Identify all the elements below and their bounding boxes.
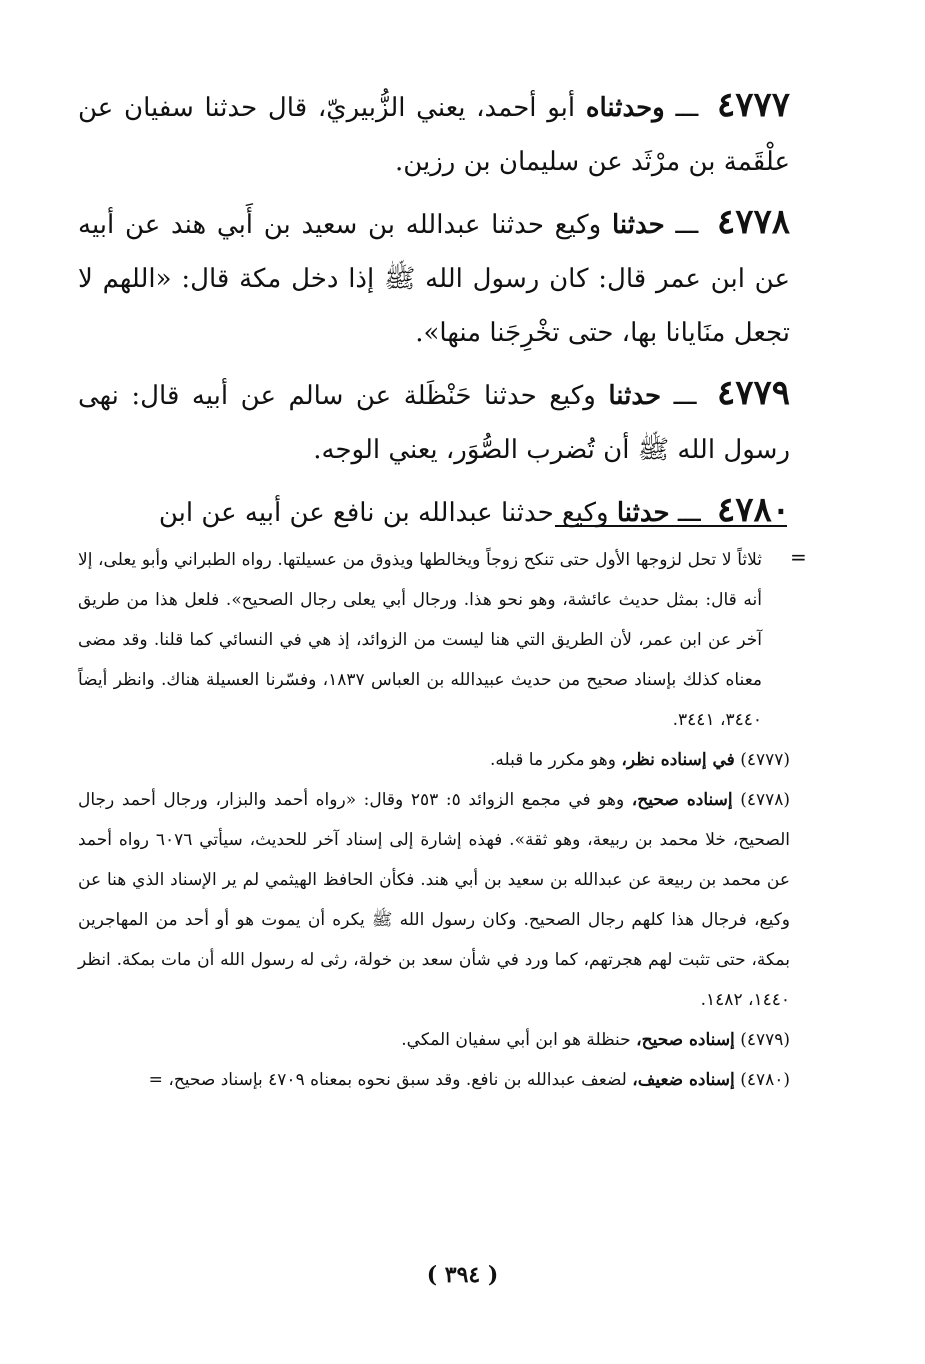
- footnote-verdict: إسناده صحيح،: [631, 790, 733, 810]
- hadith-lead: وحدثناه: [585, 93, 665, 123]
- footnote-text: لضعف عبدالله بن نافع. وقد سبق نحوه بمعناه ٤٧٠٩ بإسناد صحيح،: [168, 1070, 627, 1090]
- footnote-divider: [555, 525, 787, 527]
- hadith-number: ٤٧٧٧: [717, 85, 791, 125]
- hadith-4777: [78, 78, 790, 189]
- footnote-ref: (٤٧٧٧): [740, 750, 790, 770]
- hadith-4780: [78, 483, 790, 540]
- footnote-4778: [78, 780, 790, 1020]
- hadith-4779: [78, 366, 790, 477]
- continued-mark: =: [148, 1070, 163, 1090]
- main-text: [78, 78, 790, 546]
- footnote-4780: [78, 1060, 790, 1100]
- hadith-lead: حدثنا: [616, 498, 670, 528]
- footnote-text: حنظلة هو ابن أبي سفيان المكي.: [401, 1030, 631, 1050]
- hadith-lead: حدثنا: [608, 381, 662, 411]
- footnote-verdict: إسناده ضعيف،: [632, 1070, 735, 1090]
- footnote-text: وهو في مجمع الزوائد ٥: ٢٥٣ وقال: «رواه أحمد والبزار، ورجال أحمد رجال الصحيح، خلا محمد بن ربيعة، وهو ثقة». فهذه إشارة إلى إسناد آخر للحديث، سيأتي ٦٠٧٦ رواه أحمد عن محمد بن ربيعة عن عبدالله بن سعيد بن أبي هند. فكأن الحافظ الهيثمي لم ير الإسناد الذي هنا عن وكيع، فرجال هذا كلهم رجال الصحيح. وكان رسول الله ﷺ يكره أن يموت هو أو أحد من المهاجرين بمكة، حتى تثبت لهم هجرتهم، كما ورد في شأن سعد بن خولة، رثى له رسول الله أن مات بمكة. انظر ١٤٤٠، ١٤٨٢.: [78, 790, 790, 1010]
- hadith-number: ٤٧٧٩: [716, 373, 791, 413]
- footnote-ref: (٤٧٨٠): [740, 1070, 790, 1090]
- hadith-dash: ـــ: [677, 498, 701, 528]
- footnote-text: وهو مكرر ما قبله.: [489, 750, 616, 770]
- page-number: ( ٣٩٤ ): [426, 1262, 499, 1288]
- hadith-number: ٤٧٨٠: [716, 490, 790, 530]
- hadith-text: أبو أحمد، يعني الزُّبيريّ، قال حدثنا سفيان عن علْقَمة بن مرْثَد عن سليمان بن رزين.: [78, 93, 790, 177]
- hadith-dash: ـــ: [675, 93, 699, 123]
- hadith-text: وكيع حدثنا عبدالله بن نافع عن أبيه عن ابن: [158, 498, 609, 528]
- footnote-ref: (٤٧٧٩): [740, 1030, 790, 1050]
- continuation-mark: =: [790, 545, 807, 569]
- footnote-4779: [78, 1020, 790, 1060]
- hadith-dash: ـــ: [675, 210, 699, 240]
- hadith-text: وكيع حدثنا حَنْظَلة عن سالم عن أبيه قال: نهى رسول الله ﷺ أن تُضرب الصُّوَر، يعني الوجه.: [78, 381, 790, 465]
- footnote-verdict: إسناده صحيح،: [636, 1030, 735, 1050]
- hadith-number: ٤٧٧٨: [716, 202, 791, 242]
- hadith-text: وكيع حدثنا عبدالله بن سعيد بن أَبي هند عن أبيه عن ابن عمر قال: كان رسول الله ﷺ إذا دخل مكة قال: «اللهم لا تجعل منَايانا بها، حتى تخْرِجَنا منها».: [78, 210, 790, 348]
- footnotes: [78, 540, 790, 1100]
- footnote-ref: (٤٧٧٨): [740, 790, 791, 810]
- hadith-dash: ـــ: [673, 381, 697, 411]
- footnote-verdict: في إسناده نظر،: [621, 750, 735, 770]
- footnote-continuation: ثلاثاً لا تحل لزوجها الأول حتى تنكح زوجاً ويخالطها ويذوق من عسيلتها. رواه الطبراني وأبو يعلى، إلا أنه قال: بمثل حديث عائشة، وهو نحو هذا. ورجال أبي يعلى رجال الصحيح». فلعل هذا من طريق آخر عن ابن عمر، لأن الطريق التي هنا ليست من الزوائد، إذ هي في النسائي كما قلنا. وقد مضى معناه كذلك بإسناد صحيح من حديث عبيدالله بن العباس ١٨٣٧، وفسّرنا العسيلة هناك. وانظر أيضاً ٣٤٤٠، ٣٤٤١.: [78, 550, 762, 730]
- hadith-lead: حدثنا: [611, 210, 665, 240]
- footnote-4777: [78, 740, 790, 780]
- hadith-4778: [78, 195, 790, 360]
